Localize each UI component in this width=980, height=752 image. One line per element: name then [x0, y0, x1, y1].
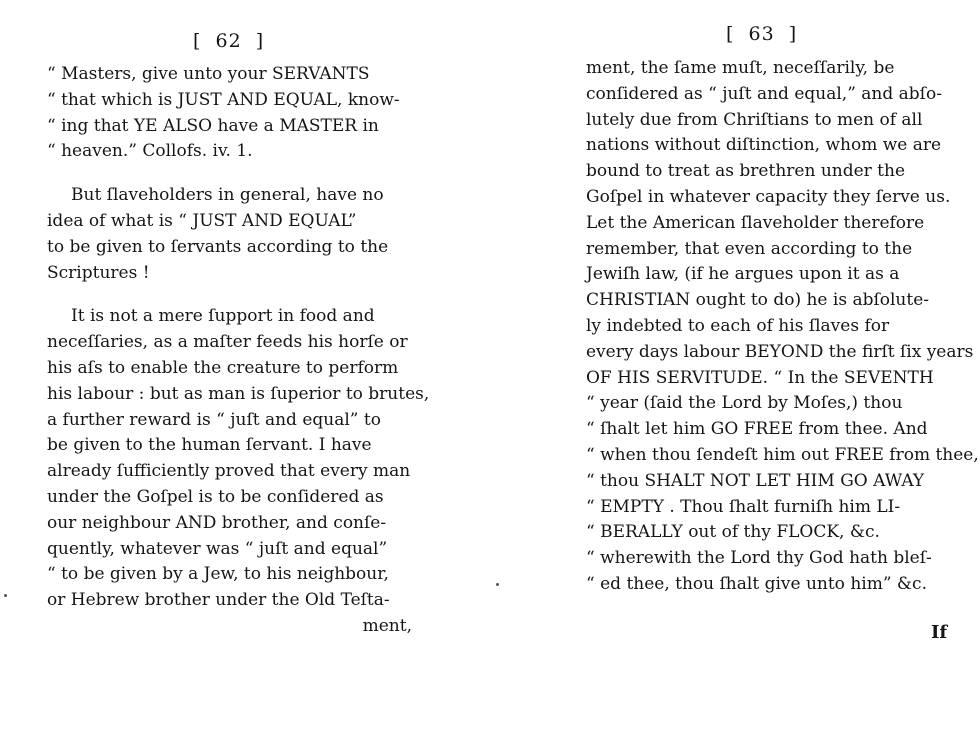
page-speck	[4, 594, 7, 597]
page-number-63: [ 63 ]	[726, 23, 798, 45]
text-line: every days labour BEYOND the firſt ſix years	[586, 341, 974, 362]
text-line: ment,	[362, 615, 412, 636]
text-line: “ to be given by a Jew, to his neighbour,	[47, 564, 389, 585]
paragraph-gap	[47, 286, 412, 304]
text-line: neceſſaries, as a maſter feeds his horſe or	[47, 332, 408, 353]
text-line: It is not a mere ſupport in food and	[71, 306, 375, 327]
text-line: “ wherewith the Lord thy God hath bleſ-	[586, 548, 932, 569]
text-line: idea of what is “ JUST AND EQUAL”	[47, 210, 357, 231]
text-line: a further reward is “ juſt and equal” to	[47, 409, 381, 430]
text-line: Goſpel in whatever capacity they ſerve us.	[586, 186, 951, 207]
text-line: nations without diſtinction, whom we are	[586, 135, 942, 156]
text-line: under the Goſpel is to be conſidered as	[47, 486, 384, 507]
text-line: “ EMPTY . Thou ſhalt furniſh him LI-	[586, 496, 901, 517]
text-line: ly indebted to each of his ſlaves for	[586, 315, 890, 336]
text-line: Jewiſh law, (if he argues upon it as a	[586, 264, 900, 285]
text-line: our neighbour AND brother, and conſe-	[47, 512, 387, 533]
text-line: “ thou SHALT NOT LET HIM GO AWAY	[586, 470, 925, 491]
right-page-text	[586, 56, 979, 598]
text-line: conſidered as “ juſt and equal,” and abſo-	[586, 83, 942, 104]
text-line: “ ſhalt let him GO FREE from thee. And	[586, 419, 928, 440]
left-page-text	[47, 62, 430, 640]
text-line: “ BERALLY out of thy FLOCK, &c.	[586, 522, 880, 543]
text-line: “ Masters, give unto your SERVANTS	[47, 64, 370, 84]
text-line: remember, that even according to the	[586, 238, 913, 259]
text-line: quently, whatever was “ juſt and equal”	[47, 538, 388, 559]
text-line: “ ed thee, thou ſhalt give unto him” &c.	[586, 573, 927, 594]
text-line: “ that which is JUST AND EQUAL, know-	[47, 89, 400, 110]
right-page	[490, 0, 980, 752]
paragraph-gap	[47, 165, 412, 183]
text-line: “ when thou ſendeſt him out FREE from thee,	[586, 444, 979, 465]
text-line: his labour : but as man is ſuperior to brutes,	[47, 383, 430, 404]
text-line: be given to the human ſervant. I have	[47, 435, 372, 456]
text-line: lutely due from Chriſtians to men of all	[586, 109, 923, 130]
text-line: Let the American ſlaveholder therefore	[586, 212, 925, 233]
text-line: or Hebrew brother under the Old Teſta-	[47, 590, 390, 611]
text-line: his aſs to enable the creature to perform	[47, 357, 399, 378]
text-line: But ſlaveholders in general, have no	[71, 185, 384, 206]
text-line: “ ing that YE ALSO have a MASTER in	[47, 115, 379, 136]
page-number-62: [ 62 ]	[193, 30, 265, 52]
text-line: ment, the ſame muſt, neceſſarily, be	[586, 58, 895, 78]
page-speck	[496, 583, 499, 586]
text-line: Scriptures !	[47, 262, 150, 283]
text-line: “ heaven.” Collofs. iv. 1.	[47, 141, 253, 162]
text-line: already ſufficiently proved that every man	[47, 461, 411, 482]
catchword: If	[931, 622, 948, 643]
text-line: to be given to ſervants according to the	[47, 236, 389, 257]
text-line: bound to treat as brethren under the	[586, 161, 906, 182]
text-line: OF HIS SERVITUDE. “ In the SEVENTH	[586, 367, 934, 388]
text-line: CHRISTIAN ought to do) he is abſolute-	[586, 290, 930, 311]
text-line: “ year (ſaid the Lord by Moſes,) thou	[586, 393, 903, 414]
